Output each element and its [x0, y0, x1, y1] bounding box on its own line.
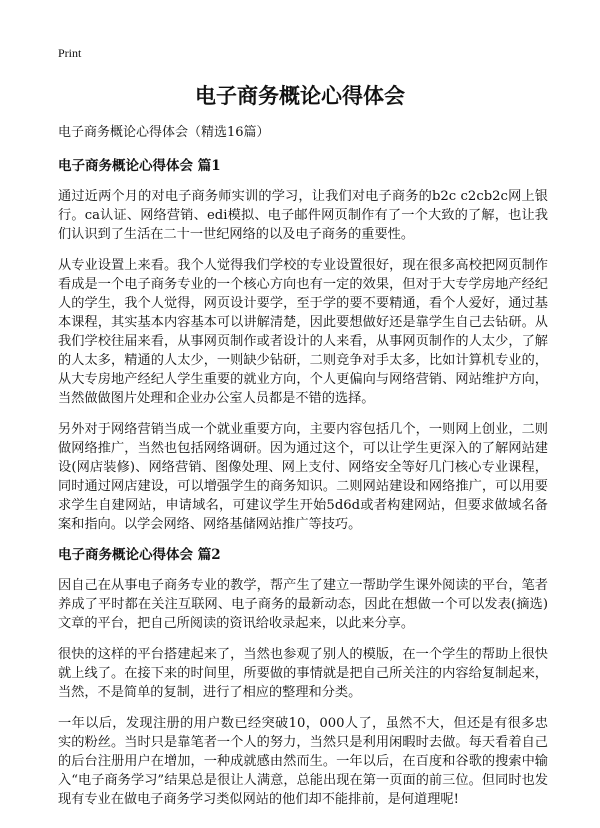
article-subtitle: 电子商务概论心得体会（精选16篇） [58, 125, 270, 140]
section-1-paragraph-2: 从专业设置上来看。我个人觉得我们学校的专业设置很好，现在很多高校把网页制作看成是一个电子商务专业的一个核心方向也有一定的效果，但对于大专学房地产经纪人的学生，我个人觉得，网页设计要学，至于学的要不要精通，看个人爱好，通过基本课程，其实基本内容基本可以讲解清楚，因此要想做好还是靠学生自己去钻研。从我们学校往届来看，从事网页制作或者设计的人来看，从事网页制作的人太少，了解的人太多，精通的人太少，一则缺少钻研，二则竞争对手太多，比如计算机专业的，从大专房地产经纪人学生重要的就业方向，个人更偏向与网络营销、网站维护方向，当然做做图片处理和企业办公室人员都是不错的选择。 [58, 258, 548, 406]
section-2-paragraph-2: 很快的这样的平台搭建起来了，当然也参观了别人的模版，在一个学生的帮助上很快就上线了。在接下来的时间里，所要做的事情就是把自己所关注的内容给复制起来，当然，不是简单的复制，进行了相应的整理和分类。 [58, 647, 548, 700]
section-1-paragraph-3: 另外对于网络营销当成一个就业重要方向，主要内容包括几个，一则网上创业，二则做网络推广，当然也包括网络调研。因为通过这个，可以让学生更深入的了解网站建设(网店装修)、网络营销、图像处理、网上支付、网络安全等好几门核心专业课程，同时通过网店建设，可以增强学生的商务知识。二则网站建设和网络推广，可以用要求学生自建网站，申请域名，可建议学生开始5d6d或者构建网站，但要求做域名备案和指向。以学会网络、网络基储网站推广等技巧。 [58, 422, 548, 532]
section-1-paragraph-1: 通过近两个月的对电子商务师实训的学习，让我们对电子商务的b2c c2cb2c网上银行。ca认证、网络营销、edi模拟、电子邮件网页制作有了一个大致的了解，也让我们认识到了生活在二十一世纪网络的以及电子商务的重要性。 [58, 189, 548, 242]
section-2-paragraph-3: 一年以后，发现注册的用户数已经突破10，000人了，虽然不大，但还是有很多忠实的粉丝。当时只是靠笔者一个人的努力，当然只是利用闲暇时去做。每天看着自己的后台注册用户在增加，一种成就感由然而生。一年以后，在百度和谷歌的搜索中输入“电子商务学习”结果总是很让人满意，总能出现在第一页面的前三位。但同时也发现有专业在做电子商务学习类似网站的他们却不能排前，是何道理呢! [58, 716, 548, 807]
print-link[interactable]: Print [58, 46, 82, 60]
article-body [58, 124, 548, 821]
section-heading-1: 电子商务概论心得体会 篇1 [58, 158, 221, 174]
page-title: 电子商务概论心得体会 [195, 83, 405, 108]
section-heading-2: 电子商务概论心得体会 篇2 [58, 547, 221, 563]
section-2-paragraph-1: 因自己在从事电子商务专业的教学，帮产生了建立一帮助学生课外阅读的平台，笔者养成了平时都在关注互联网、电子商务的最新动态，因此在想做一个可以发表(摘选)文章的平台，把自己所阅读的资讯给收录起来，以此来分享。 [58, 578, 548, 631]
